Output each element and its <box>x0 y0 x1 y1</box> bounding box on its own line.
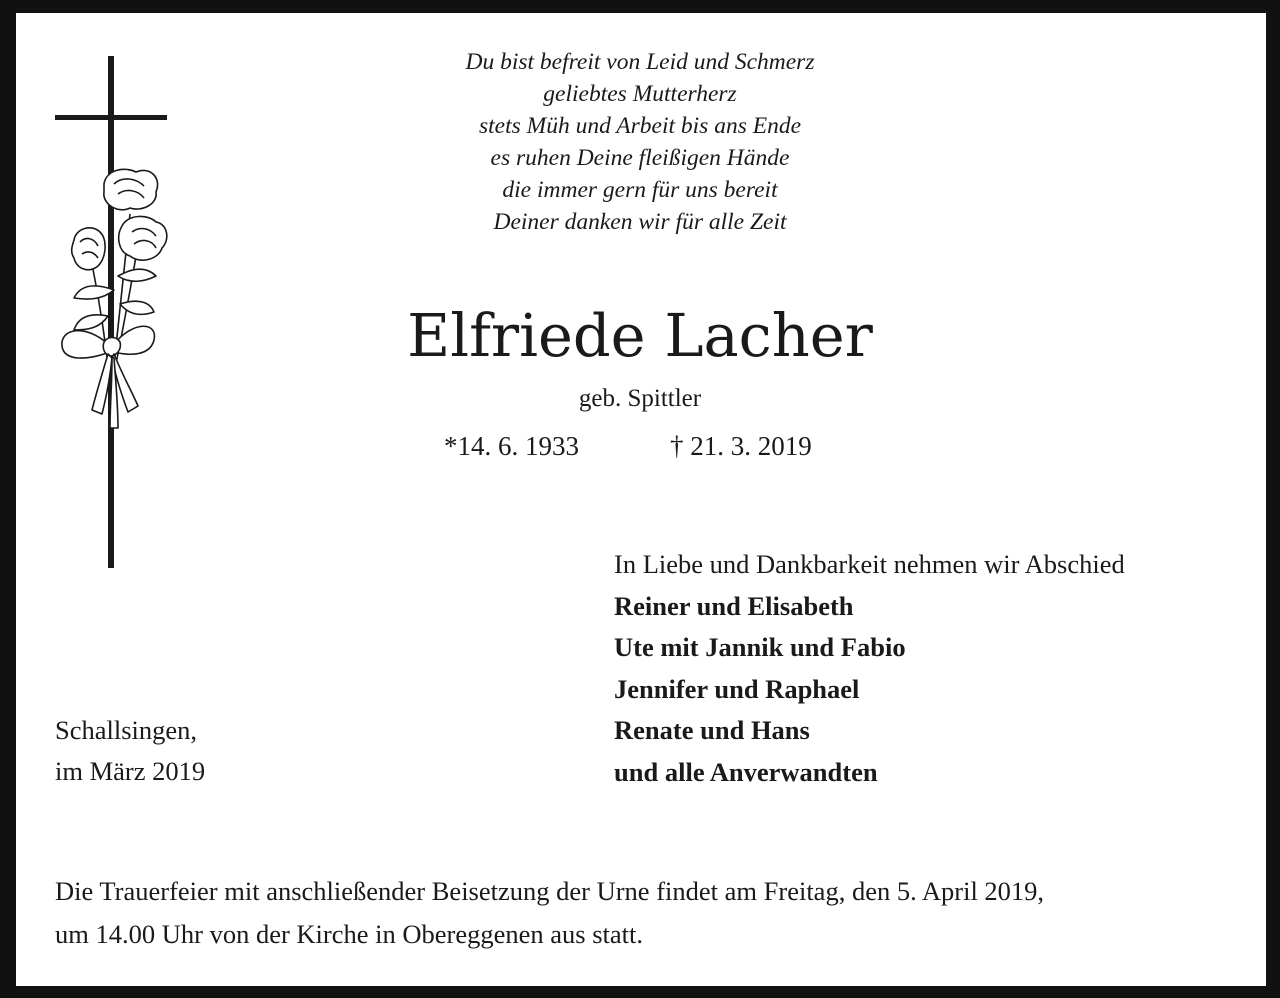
poem-line: stets Müh und Arbeit bis ans Ende <box>478 113 802 139</box>
memorial-poem <box>330 46 950 238</box>
cross-with-roses-icon <box>52 54 172 572</box>
mourner-name: Renate und Hans <box>614 715 810 745</box>
deceased-name: Elfriede Lacher <box>407 301 873 370</box>
poem-line: Deiner danken wir für alle Zeit <box>493 209 787 235</box>
place-line: Schallsingen, <box>55 715 198 745</box>
date-line: im März 2019 <box>55 756 206 786</box>
death-date: † 21. 3. 2019 <box>670 431 812 461</box>
poem-line: es ruhen Deine fleißigen Hände <box>490 145 790 171</box>
poem-line: die immer gern für uns bereit <box>502 177 778 203</box>
mourner-name: Reiner und Elisabeth <box>614 590 854 621</box>
poem-line: geliebtes Mutterherz <box>543 81 737 107</box>
place-and-date <box>55 710 355 792</box>
mourner-name: Jennifer und Raphael <box>614 673 860 704</box>
birth-date: *14. 6. 1933 <box>444 431 579 461</box>
mourners-list <box>614 544 1254 793</box>
poem-line: Du bist befreit von Leid und Schmerz <box>465 49 815 75</box>
mourners-intro: In Liebe und Dankbarkeit nehmen wir Abschied <box>614 549 1125 579</box>
ceremony-info <box>55 870 1255 956</box>
ceremony-line: um 14.00 Uhr von der Kirche in Obereggenen aus statt. <box>55 919 643 949</box>
maiden-name: geb. Spittler <box>578 385 702 412</box>
ceremony-line: Die Trauerfeier mit anschließender Beisetzung der Urne findet am Freitag, den 5. April 2019, <box>55 876 1045 906</box>
mourner-name: und alle Anverwandten <box>614 756 878 787</box>
mourner-name: Ute mit Jannik und Fabio <box>614 632 906 662</box>
